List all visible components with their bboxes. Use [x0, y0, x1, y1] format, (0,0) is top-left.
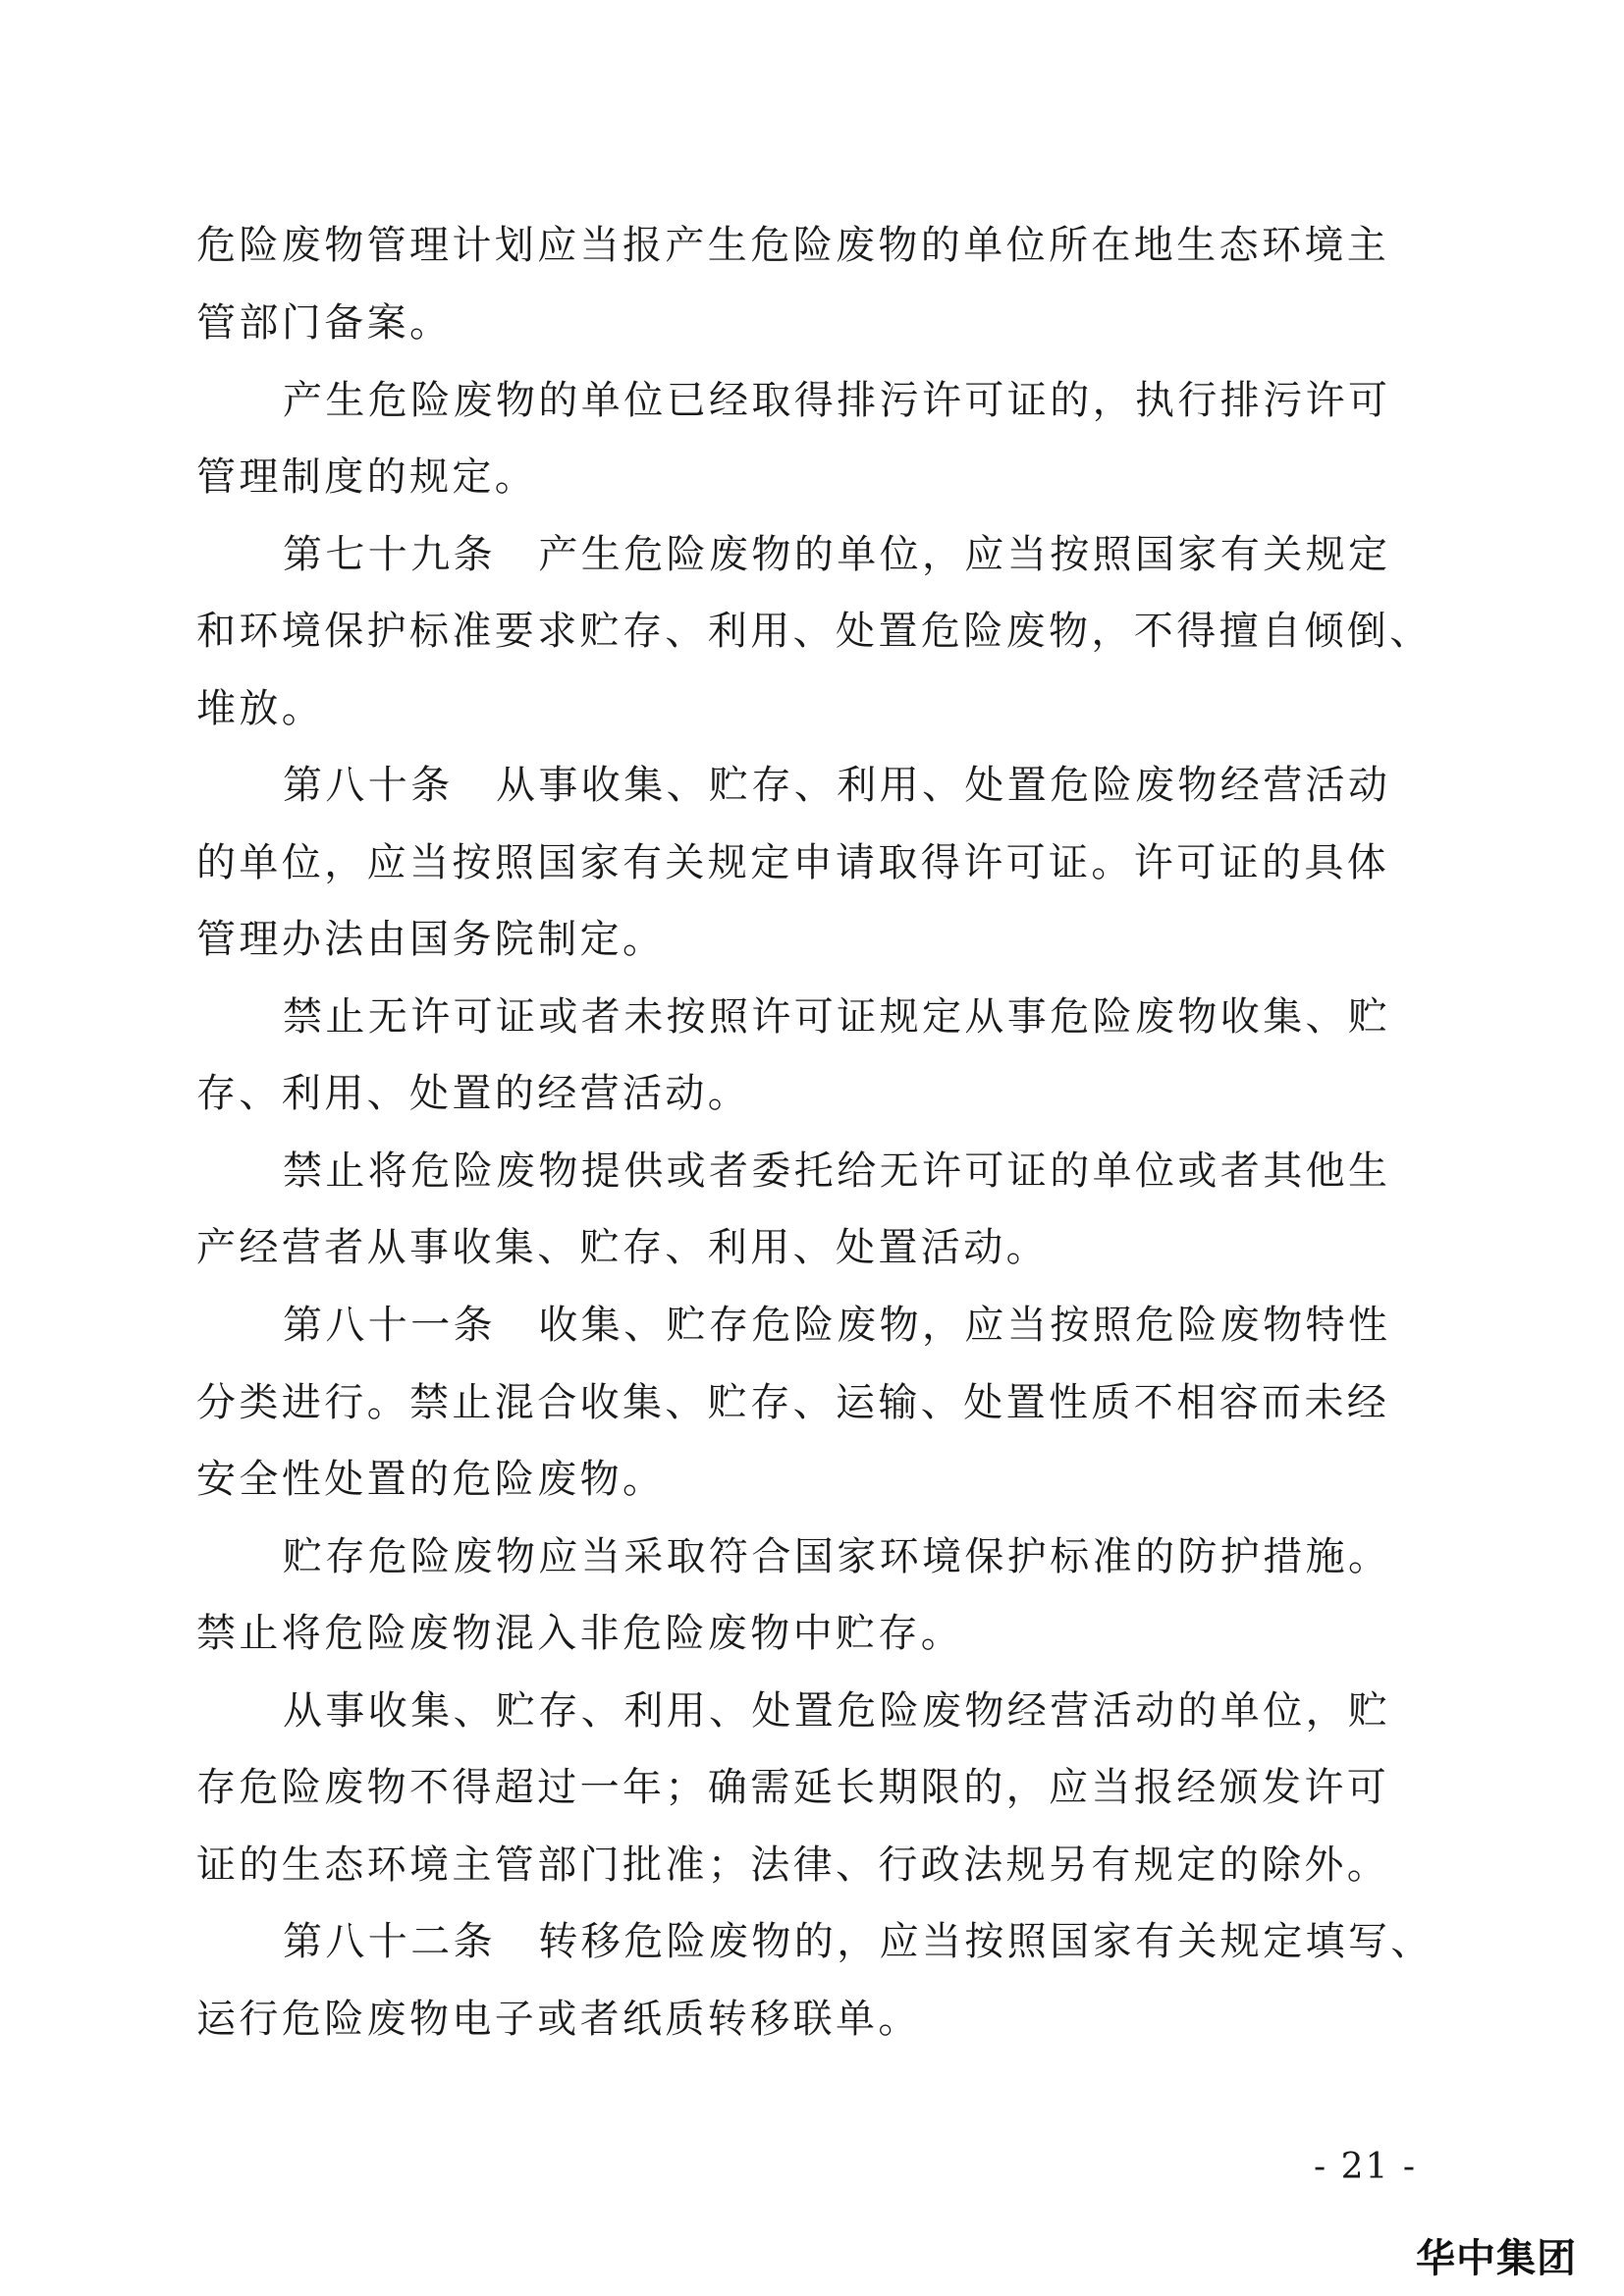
text-line: 堆放。 [196, 686, 325, 731]
text-line: 的单位，应当按照国家有关规定申请取得许可证。许可证的具体 [196, 840, 1390, 885]
text-line: 管理制度的规定。 [196, 454, 538, 500]
text-line: 存、利用、处置的经营活动。 [196, 1071, 751, 1116]
text-line: 第八十一条 收集、贮存危险废物，应当按照危险废物特性 [283, 1303, 1391, 1348]
text-line: 第七十九条 产生危险废物的单位，应当按照国家有关规定 [283, 532, 1391, 577]
text-line: 和环境保护标准要求贮存、利用、处置危险废物，不得擅自倾倒、 [196, 609, 1433, 654]
text-line: 禁止无许可证或者未按照许可证规定从事危险废物收集、贮 [283, 994, 1391, 1040]
text-line: 产经营者从事收集、贮存、利用、处置活动。 [196, 1225, 1049, 1270]
text-line: 第八十条 从事收集、贮存、利用、处置危险废物经营活动 [283, 763, 1391, 808]
text-line: 分类进行。禁止混合收集、贮存、运输、处置性质不相容而未经 [196, 1380, 1390, 1425]
text-line: 禁止将危险废物混入非危险废物中贮存。 [196, 1611, 964, 1656]
text-line: 产生危险废物的单位已经取得排污许可证的，执行排污许可 [283, 378, 1391, 423]
text-line: 禁止将危险废物提供或者委托给无许可证的单位或者其他生 [283, 1148, 1391, 1194]
watermark-logo-text: 华中集团 [1416, 2236, 1577, 2281]
text-line: 管理办法由国务院制定。 [196, 917, 666, 962]
text-line: 管部门备案。 [196, 300, 453, 346]
text-line: 第八十二条 转移危险废物的，应当按照国家有关规定填写、 [283, 1919, 1434, 1964]
text-line: 存危险废物不得超过一年；确需延长期限的，应当报经颁发许可 [196, 1765, 1390, 1810]
text-line: 运行危险废物电子或者纸质转移联单。 [196, 1997, 921, 2042]
page-number: - 21 - [1314, 2147, 1418, 2187]
text-line: 证的生态环境主管部门批准；法律、行政法规另有规定的除外。 [196, 1842, 1390, 1888]
text-line: 从事收集、贮存、利用、处置危险废物经营活动的单位，贮 [283, 1688, 1391, 1734]
text-line: 贮存危险废物应当采取符合国家环境保护标准的防护措施。 [283, 1534, 1391, 1579]
text-line: 安全性处置的危险废物。 [196, 1457, 666, 1502]
text-line: 危险废物管理计划应当报产生危险废物的单位所在地生态环境主 [196, 223, 1390, 268]
